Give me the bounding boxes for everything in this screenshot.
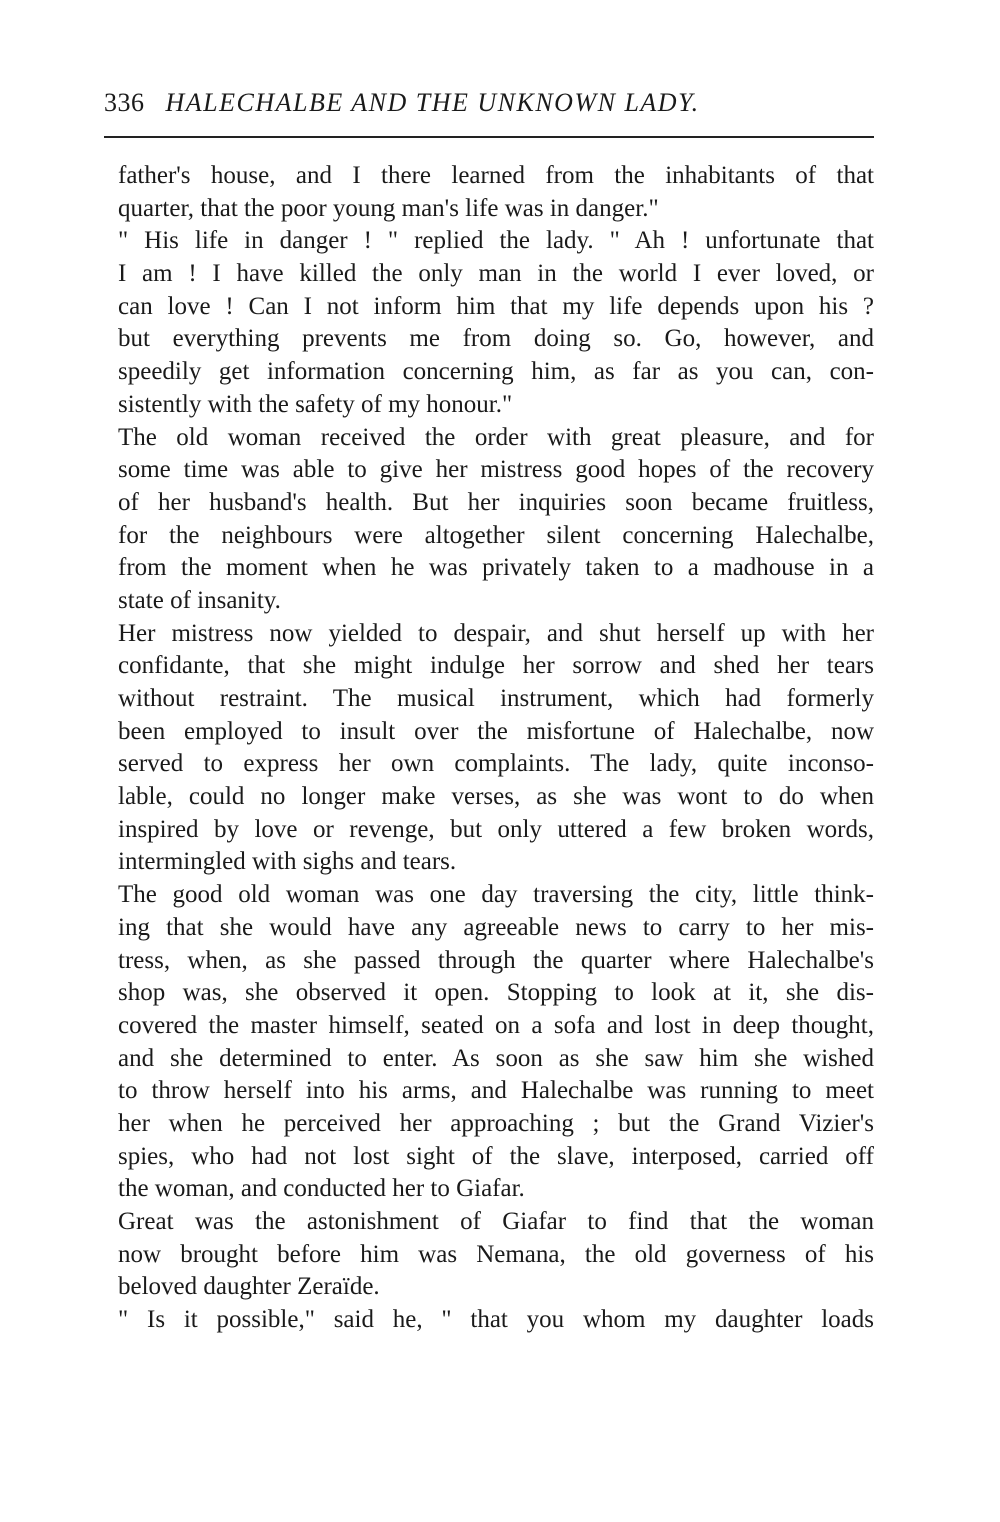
text-line: now brought before him was Nemana, the old governess of his bbox=[118, 1240, 874, 1268]
text-line: " Is it possible," said he, " that you whom my daughter loads bbox=[118, 1306, 874, 1334]
text-line: to throw herself into his arms, and Halechalbe was running to meet bbox=[118, 1077, 874, 1105]
running-title: HALECHALBE AND THE UNKNOWN LADY. bbox=[165, 88, 700, 117]
text-line: sistently with the safety of my honour." bbox=[118, 390, 513, 418]
running-head bbox=[104, 88, 874, 128]
text-line: from the moment when he was privately taken to a madhouse in a bbox=[118, 554, 874, 582]
text-line: some time was able to give her mistress good hopes of the recovery bbox=[118, 456, 874, 484]
text-line: the woman, and conducted her to Giafar. bbox=[118, 1175, 525, 1203]
text-line: can love ! Can I not inform him that my life depends upon his ? bbox=[118, 292, 874, 320]
text-line: state of insanity. bbox=[118, 586, 281, 614]
text-line: ing that she would have any agreeable news to carry to her mis- bbox=[118, 913, 874, 941]
text-line: confidante, that she might indulge her sorrow and shed her tears bbox=[118, 652, 874, 680]
text-line: and she determined to enter. As soon as she saw him she wished bbox=[118, 1044, 874, 1072]
text-line: speedily get information concerning him, as far as you can, con- bbox=[118, 358, 874, 386]
text-line: The old woman received the order with great pleasure, and for bbox=[118, 423, 874, 451]
text-line: without restraint. The musical instrument, which had formerly bbox=[118, 685, 874, 712]
text-line: been employed to insult over the misfortune of Halechalbe, now bbox=[118, 717, 874, 745]
header-rule bbox=[104, 136, 874, 138]
text-line: for the neighbours were altogether silent concerning Halechalbe, bbox=[118, 521, 874, 549]
text-line: covered the master himself, seated on a sofa and lost in deep thought, bbox=[118, 1011, 874, 1039]
text-line: tress, when, as she passed through the quarter where Halechalbe's bbox=[118, 946, 874, 974]
text-line: served to express her own complaints. The lady, quite inconso- bbox=[118, 750, 874, 778]
text-line: I am ! I have killed the only man in the world I ever loved, or bbox=[118, 260, 874, 288]
text-line: lable, could no longer make verses, as she was wont to do when bbox=[118, 783, 874, 811]
page-number: 336 bbox=[104, 88, 145, 117]
text-line: quarter, that the poor young man's life was in danger." bbox=[118, 194, 659, 222]
text-line: but everything prevents me from doing so. Go, however, and bbox=[118, 325, 874, 353]
body-text bbox=[118, 160, 874, 1337]
text-line: of her husband's health. But her inquiries soon became fruitless, bbox=[118, 488, 874, 516]
text-line: spies, who had not lost sight of the slave, interposed, carried off bbox=[118, 1142, 874, 1170]
text-line: shop was, she observed it open. Stopping to look at it, she dis- bbox=[118, 979, 874, 1007]
text-line: Her mistress now yielded to despair, and shut herself up with her bbox=[118, 619, 874, 647]
text-line: intermingled with sighs and tears. bbox=[118, 848, 457, 876]
text-line: " His life in danger ! " replied the lady. " Ah ! unfortunate that bbox=[118, 227, 874, 255]
text-line: beloved daughter Zeraïde. bbox=[118, 1273, 380, 1301]
text-line: Great was the astonishment of Giafar to find that the woman bbox=[118, 1208, 874, 1235]
text-line: The good old woman was one day traversing the city, little think- bbox=[118, 881, 874, 909]
text-line: father's house, and I there learned from the inhabitants of that bbox=[118, 162, 874, 189]
text-line: her when he perceived her approaching ; but the Grand Vizier's bbox=[118, 1109, 874, 1137]
text-line: inspired by love or revenge, but only uttered a few broken words, bbox=[118, 815, 874, 843]
